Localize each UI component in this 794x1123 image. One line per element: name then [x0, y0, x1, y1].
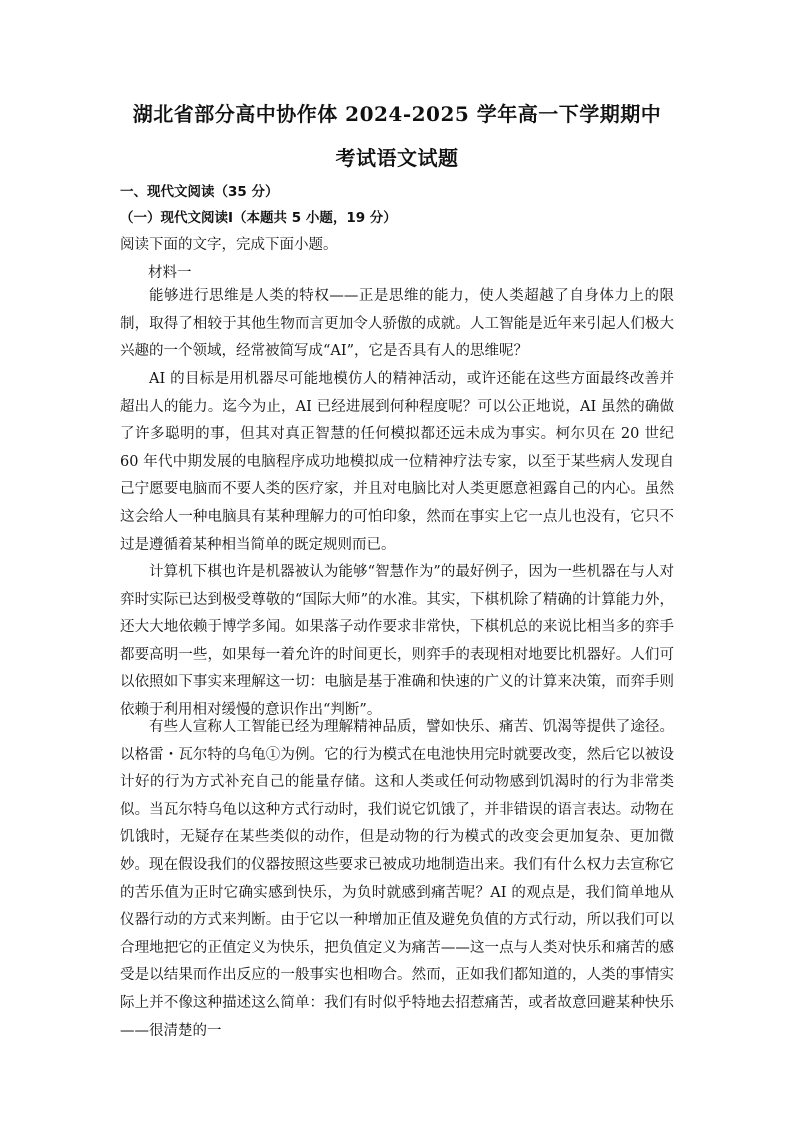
document-title-line-2: 考试语文试题 — [335, 146, 459, 170]
subsection-heading: （一）现代文阅读Ⅰ（本题共 5 小题，19 分） — [120, 210, 397, 226]
reading-instruction: 阅读下面的文字，完成下面小题。 — [120, 237, 338, 253]
paragraph: 计算机下棋也许是机器被认为能够“智慧作为”的最好例子，因为一些机器在与人对弈时实际已达到极受尊敬的“国际大师”的水准。其实，下棋机除了精确的计算能力外，还大大地依赖于博学多闻。如果落子动作要求非常快，下棋机总的来说比相当多的弈手都要高明一些，如果每一着允许的时间更长，则弈手的表现相对地要比机器好。人们可以依照如下事实来理解这一切：电脑是基于准确和快速的广义的计算来决策，而弈手则依赖于利用相对缓慢的意识作出“判断”。 — [120, 564, 674, 718]
material-label: 材料一 — [148, 265, 192, 281]
paragraph: AI 的目标是用机器尽可能地模仿人的精神活动，或许还能在这些方面最终改善并超出人的能力。迄今为止，AI 已经进展到何种程度呢？可以公正地说，AI 虽然的确做了许多聪明的事，但其对真正智慧的任何模拟都还远未成为事实。柯尔贝在 20 世纪 60 年代中期发展的电脑程序成功地模拟成一位精神疗法专家，以至于某些病人发现自己宁愿要电脑而不要人类的医疗家，并且对电脑比对人类更愿意袒露自己的内心。虽然这会给人一种电脑具有某种理解力的可怕印象，然而在事实上它一点儿也没有，它只不过是遵循着某种相当简单的既定规则而已。 — [120, 371, 674, 553]
paragraph: 能够进行思维是人类的特权——正是思维的能力，使人类超越了自身体力上的限制，取得了相较于其他生物而言更加令人骄傲的成就。人工智能是近年来引起人们极大兴趣的一个领域，经常被简写成“AI”，它是否具有人的思维呢？ — [120, 288, 674, 360]
section-heading: 一、现代文阅读（35 分） — [120, 184, 279, 200]
paragraph: 有些人宣称人工智能已经为理解精神品质，譬如快乐、痛苦、饥渴等提供了途径。以格雷・瓦尔特的乌龟①为例。它的行为模式在电池快用完时就要改变，然后它以被设计好的行为方式补充自己的能量存储。这和人类或任何动物感到饥渴时的行为非常类似。当瓦尔特乌龟以这种方式行动时，我们说它饥饿了，并非错误的语言表达。动物在饥饿时，无疑存在某些类似的动作，但是动物的行为模式的改变会更加复杂、更加微妙。 — [120, 719, 674, 873]
paragraph: 现在假设我们的仪器按照这些要求已被成功地制造出来。我们有什么权力去宣称它的苦乐值为正时它确实感到快乐，为负时就感到痛苦呢？AI 的观点是，我们简单地从仪器行动的方式来判断。由于它以一种增加正值及避免负值的方式行动，所以我们可以合理地把它的正值定义为快乐，把负值定义为痛苦——这一点与人类对快乐和痛苦的感受是以结果而作出反应的一般事实也相吻合。然而，正如我们都知道的，人类的事情实际上并不像这种描述这么简单：我们有时似乎特地去招惹痛苦，或者故意回避某种快乐——很清楚的一 — [120, 857, 674, 1039]
document-title-line-1: 湖北省部分高中协作体 2024-2025 学年高一下学期期中 — [132, 102, 662, 126]
